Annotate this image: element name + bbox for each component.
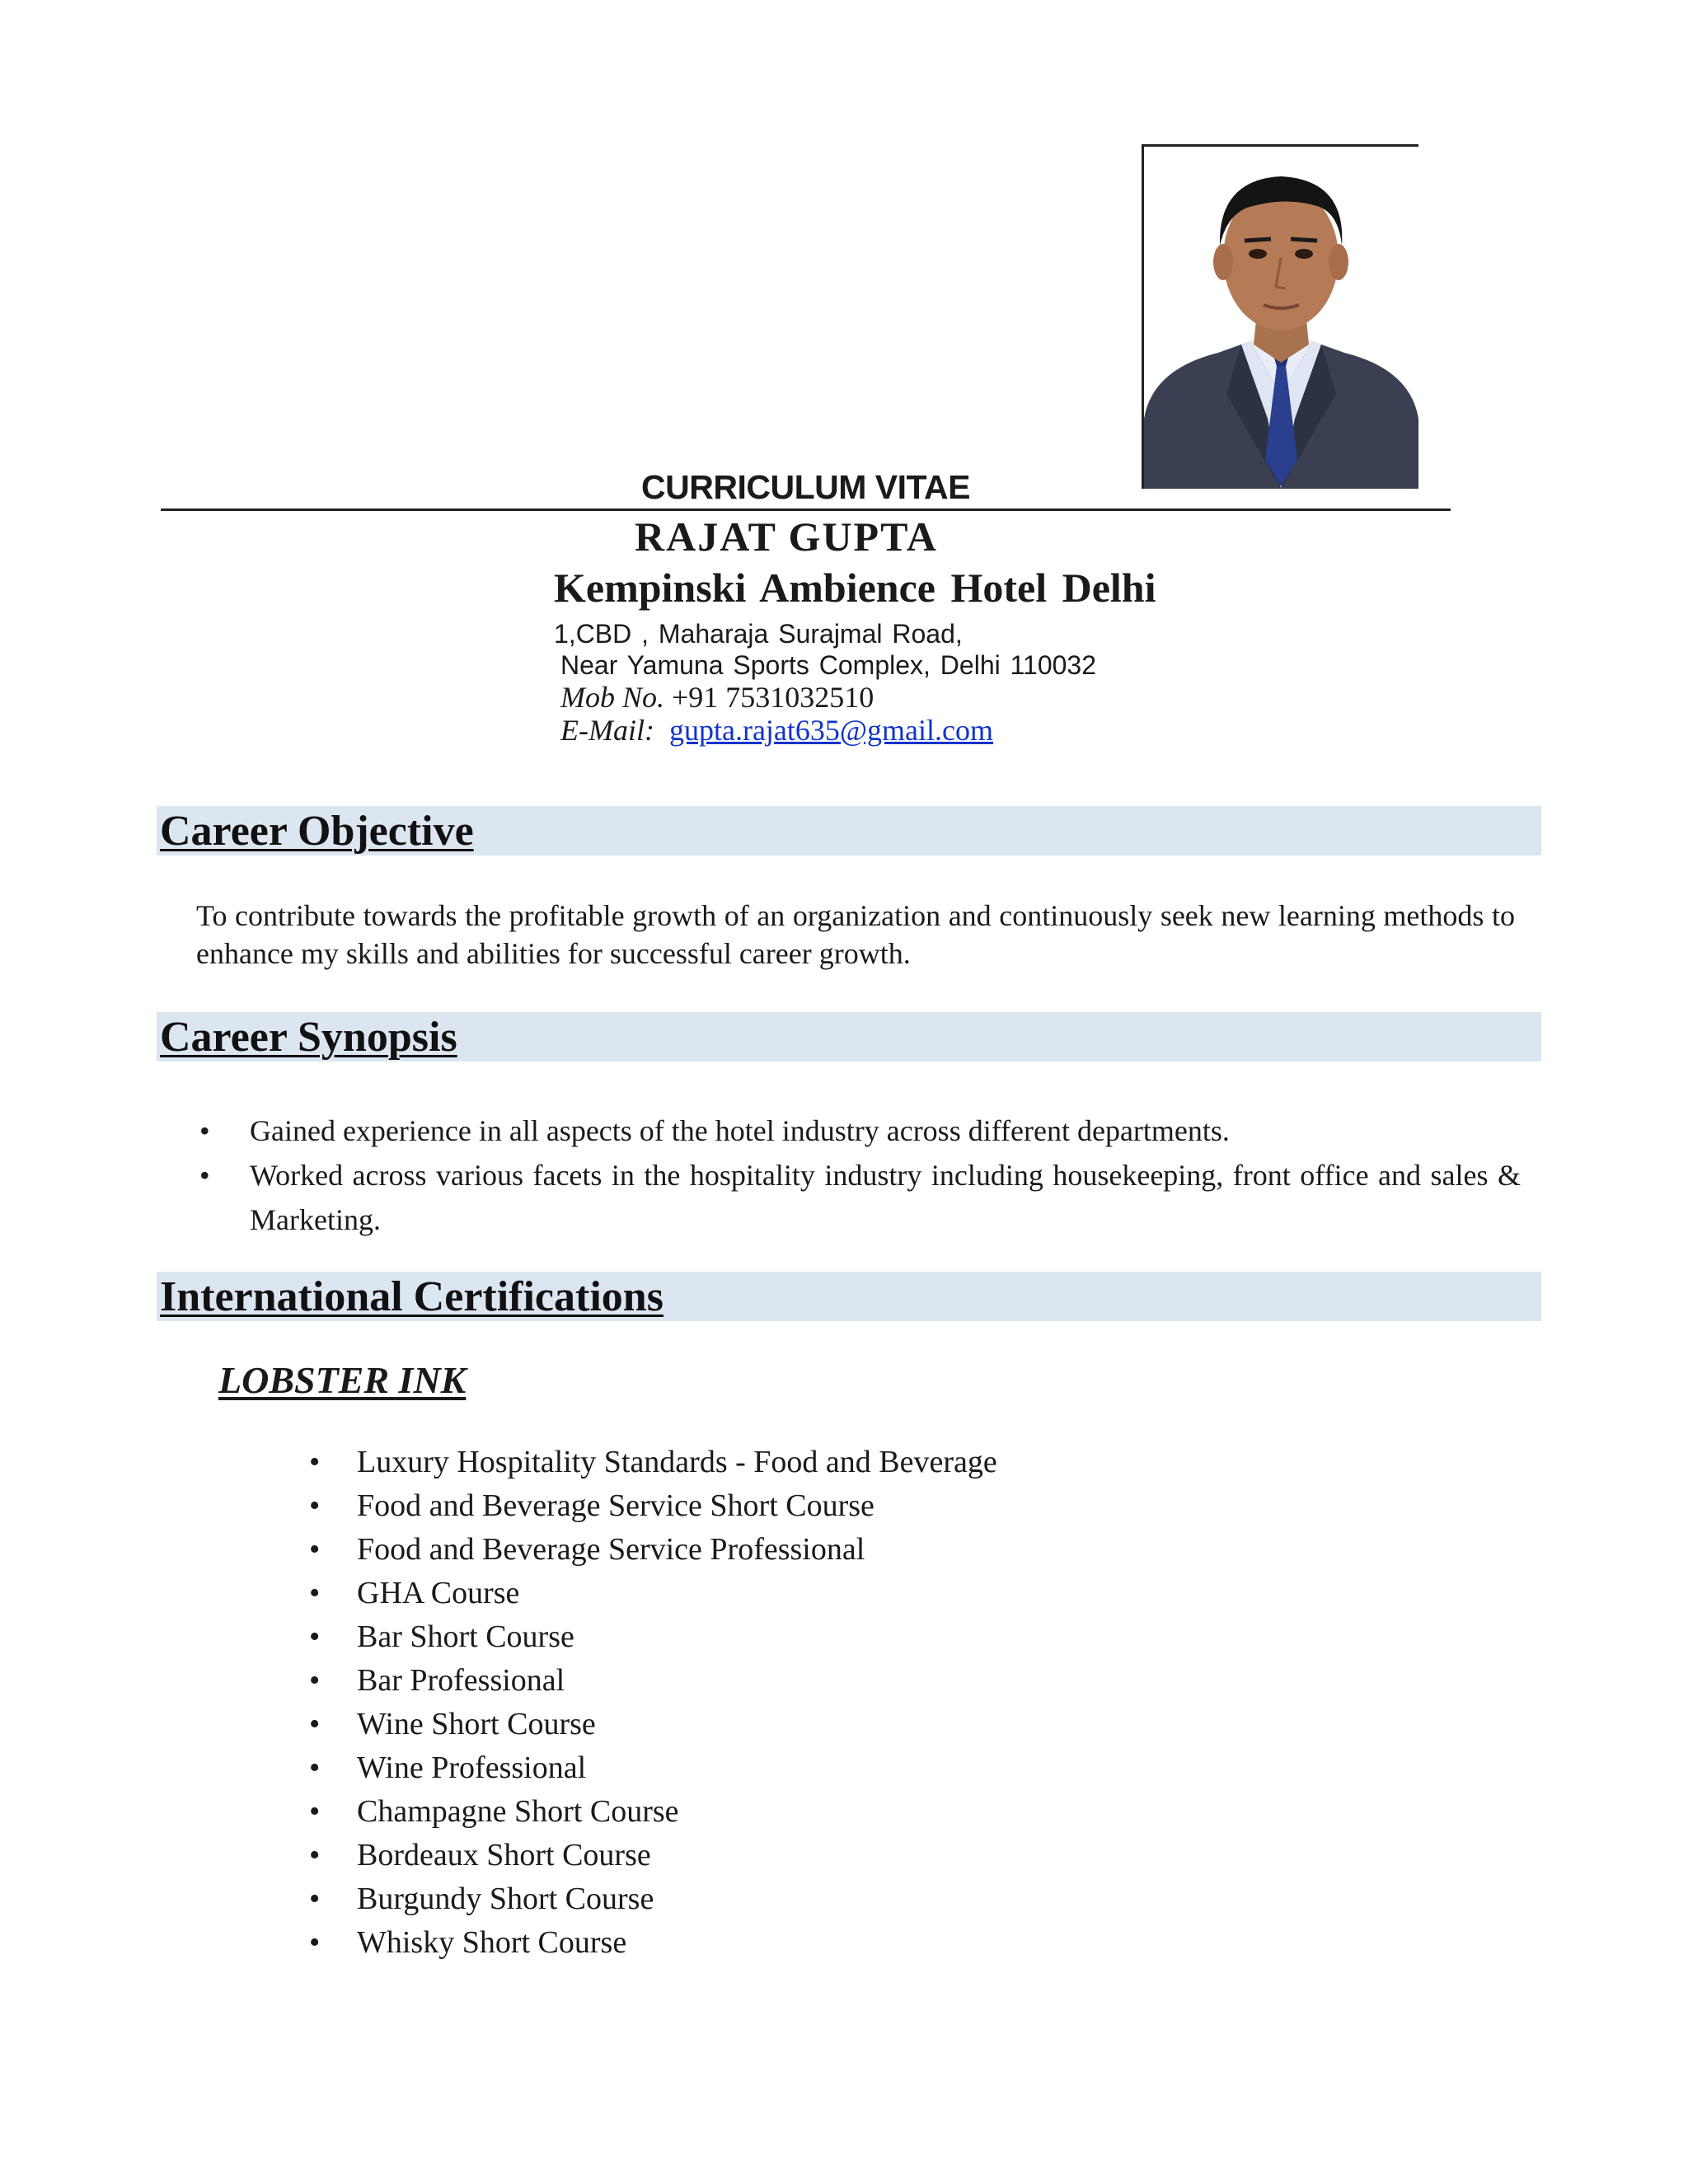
certifications-list bbox=[0, 1441, 997, 1965]
list-item bbox=[0, 1790, 997, 1834]
certification-text: Champagne Short Course bbox=[357, 1794, 679, 1829]
certification-text: Luxury Hospitality Standards - Food and Beverage bbox=[357, 1445, 997, 1479]
list-item bbox=[0, 1528, 997, 1572]
list-item bbox=[0, 1659, 997, 1703]
career-objective-section bbox=[157, 806, 1541, 855]
list-item bbox=[0, 1703, 997, 1746]
address-line-2: Near Yamuna Sports Complex, Delhi 110032 bbox=[560, 650, 1097, 680]
certifications-section bbox=[157, 1272, 1541, 1321]
profile-photo bbox=[1142, 144, 1418, 489]
email-link[interactable]: gupta.rajat635@gmail.com bbox=[668, 714, 994, 747]
list-item bbox=[0, 1921, 997, 1965]
career-synopsis-section bbox=[157, 1012, 1541, 1062]
address-line-1: 1,CBD , Maharaja Surajmal Road, bbox=[554, 619, 963, 649]
career-objective-text: To contribute towards the profitable growth of an organization and continuously seek new learning methods to enhance my skills and abilities for successful career growth. bbox=[196, 899, 1515, 970]
list-item bbox=[0, 1834, 997, 1877]
synopsis-text: Worked across various facets in the hospitality industry including housekeeping, front office and sales & Marketing. bbox=[250, 1159, 1521, 1236]
certification-provider: LOBSTER INK bbox=[218, 1359, 467, 1401]
email-row bbox=[560, 713, 993, 748]
bullet-icon: • bbox=[309, 1445, 321, 1479]
bullet-icon: • bbox=[309, 1532, 321, 1567]
certification-text: Bar Professional bbox=[357, 1663, 565, 1698]
list-item bbox=[0, 1615, 997, 1659]
bullet-icon: • bbox=[309, 1794, 321, 1829]
certification-text: Wine Professional bbox=[357, 1750, 587, 1785]
bullet-icon: • bbox=[199, 1159, 210, 1192]
certification-text: GHA Course bbox=[357, 1576, 520, 1610]
email-label: E-Mail: bbox=[560, 714, 654, 747]
list-item bbox=[0, 1877, 997, 1921]
certification-text: Wine Short Course bbox=[357, 1707, 596, 1741]
bullet-icon: • bbox=[309, 1488, 321, 1523]
bullet-icon: • bbox=[309, 1882, 321, 1916]
portrait-image bbox=[1144, 147, 1418, 489]
list-item bbox=[0, 1153, 1521, 1242]
mobile-number: +91 7531032510 bbox=[672, 681, 874, 714]
bullet-icon: • bbox=[309, 1838, 321, 1872]
bullet-icon: • bbox=[309, 1663, 321, 1698]
synopsis-text: Gained experience in all aspects of the hotel industry across different departments. bbox=[250, 1114, 1230, 1147]
mobile-label: Mob No. bbox=[560, 681, 664, 714]
bullet-icon: • bbox=[309, 1576, 321, 1610]
mobile-row bbox=[560, 680, 874, 715]
certification-text: Whisky Short Course bbox=[357, 1925, 627, 1960]
bullet-icon: • bbox=[309, 1750, 321, 1785]
list-item bbox=[0, 1108, 1521, 1153]
certification-text: Burgundy Short Course bbox=[357, 1882, 654, 1916]
certification-text: Bar Short Course bbox=[357, 1619, 574, 1654]
list-item bbox=[0, 1441, 997, 1484]
list-item bbox=[0, 1572, 997, 1615]
hotel-name: Kempinski Ambience Hotel Delhi bbox=[554, 565, 1156, 611]
bullet-icon: • bbox=[199, 1114, 210, 1147]
cv-title: CURRICULUM VITAE bbox=[641, 468, 970, 506]
career-synopsis-heading: Career Synopsis bbox=[160, 1014, 457, 1061]
certification-text: Bordeaux Short Course bbox=[357, 1838, 651, 1872]
list-item bbox=[0, 1484, 997, 1528]
career-objective-heading: Career Objective bbox=[160, 808, 474, 855]
bullet-icon: • bbox=[309, 1925, 321, 1960]
bullet-icon: • bbox=[309, 1707, 321, 1741]
list-item bbox=[0, 1746, 997, 1790]
candidate-name: RAJAT GUPTA bbox=[635, 513, 938, 560]
certification-text: Food and Beverage Service Short Course bbox=[357, 1488, 874, 1523]
career-synopsis-list bbox=[0, 1108, 1521, 1242]
certification-text: Food and Beverage Service Professional bbox=[357, 1532, 865, 1567]
bullet-icon: • bbox=[309, 1619, 321, 1654]
cv-title-rule bbox=[161, 466, 1451, 511]
certifications-heading: International Certifications bbox=[160, 1273, 663, 1320]
